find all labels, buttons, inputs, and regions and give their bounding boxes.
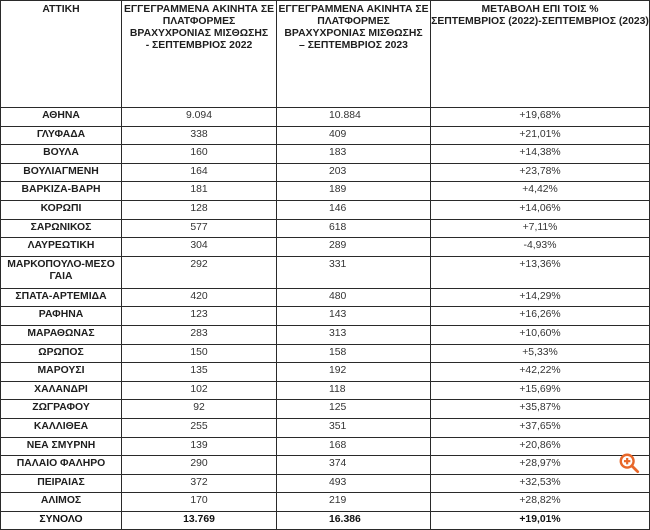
sep2023-cell: 183: [277, 145, 431, 164]
header-row: [1, 1, 650, 108]
sep2022-cell: 164: [122, 163, 277, 182]
table-row: [1, 219, 650, 238]
area-cell: ΣΠΑΤΑ-ΑΡΤΕΜΙΔΑ: [1, 288, 122, 307]
area-cell: ΠΑΛΑΙΟ ΦΑΛΗΡΟ: [1, 456, 122, 475]
sep2022-cell: 9.094: [122, 108, 277, 127]
sep2023-cell: 118: [277, 381, 431, 400]
sep2023-cell: 125: [277, 400, 431, 419]
change-cell: +42,22%: [431, 363, 650, 382]
table-row: [1, 145, 650, 164]
zoom-in-icon[interactable]: [618, 452, 640, 474]
change-cell: -4,93%: [431, 238, 650, 257]
change-cell: +14,29%: [431, 288, 650, 307]
area-cell: ΜΑΡΟΥΣΙ: [1, 363, 122, 382]
sep2023-cell: 146: [277, 200, 431, 219]
sep2022-cell: 577: [122, 219, 277, 238]
sep2022-cell: 170: [122, 493, 277, 512]
table-row: [1, 474, 650, 493]
change-cell: +14,06%: [431, 200, 650, 219]
table-row: [1, 200, 650, 219]
area-cell: ΒΟΥΛΑ: [1, 145, 122, 164]
change-cell: +19,01%: [431, 511, 650, 530]
area-cell: ΚΟΡΩΠΙ: [1, 200, 122, 219]
sep2023-cell: 409: [277, 126, 431, 145]
sep2022-cell: 372: [122, 474, 277, 493]
area-cell: ΡΑΦΗΝΑ: [1, 307, 122, 326]
sep2023-cell: 351: [277, 418, 431, 437]
table-row: [1, 126, 650, 145]
table-row: [1, 493, 650, 512]
area-cell: ΚΑΛΛΙΘΕΑ: [1, 418, 122, 437]
change-cell: +21,01%: [431, 126, 650, 145]
sep2022-cell: 92: [122, 400, 277, 419]
change-cell: +23,78%: [431, 163, 650, 182]
sep2022-cell: 128: [122, 200, 277, 219]
change-cell: +4,42%: [431, 182, 650, 201]
sep2022-cell: 102: [122, 381, 277, 400]
table-row: [1, 456, 650, 475]
sep2022-cell: 123: [122, 307, 277, 326]
table-row: [1, 437, 650, 456]
area-cell: ΣΑΡΩΝΙΚΟΣ: [1, 219, 122, 238]
sep2023-cell: 480: [277, 288, 431, 307]
total-row: [1, 511, 650, 530]
area-cell: ΑΛΙΜΟΣ: [1, 493, 122, 512]
area-cell: ΣΥΝΟΛΟ: [1, 511, 122, 530]
sep2023-cell: 219: [277, 493, 431, 512]
change-cell: +19,68%: [431, 108, 650, 127]
table-row: [1, 256, 650, 288]
sep2023-cell: 168: [277, 437, 431, 456]
sep2022-cell: 139: [122, 437, 277, 456]
area-cell: ΩΡΩΠΟΣ: [1, 344, 122, 363]
change-cell: +37,65%: [431, 418, 650, 437]
area-cell: ΒΑΡΚΙΖΑ-ΒΑΡΗ: [1, 182, 122, 201]
change-cell: +20,86%: [431, 437, 650, 456]
change-cell: +28,82%: [431, 493, 650, 512]
change-cell: +28,97%: [431, 456, 650, 475]
change-cell: +15,69%: [431, 381, 650, 400]
area-cell: ΓΛΥΦΑΔΑ: [1, 126, 122, 145]
table-row: [1, 325, 650, 344]
sep2023-cell: 192: [277, 363, 431, 382]
area-cell: ΜΑΡΑΘΩΝΑΣ: [1, 325, 122, 344]
area-cell: ΛΑΥΡΕΩΤΙΚΗ: [1, 238, 122, 257]
header-sep2022: ΕΓΓΕΓΡΑΜΜΕΝΑ ΑΚΙΝΗΤΑ ΣΕ ΠΛΑΤΦΟΡΜΕΣ ΒΡΑΧΥΧΡΟΝΙΑΣ ΜΙΣΘΩΣΗΣ - ΣΕΠΤΕΜΒΡΙΟΣ 2022: [122, 1, 277, 108]
table-row: [1, 363, 650, 382]
sep2023-cell: 313: [277, 325, 431, 344]
sep2023-cell: 143: [277, 307, 431, 326]
sep2022-cell: 150: [122, 344, 277, 363]
sep2023-cell: 618: [277, 219, 431, 238]
header-change: ΜΕΤΑΒΟΛΗ ΕΠΙ ΤΟΙΣ % ΣΕΠΤΕΜΒΡΙΟΣ (2022)-ΣΕΠΤΕΜΒΡΙΟΣ (2023): [431, 1, 650, 108]
sep2022-cell: 338: [122, 126, 277, 145]
table-row: [1, 163, 650, 182]
change-cell: +14,38%: [431, 145, 650, 164]
sep2023-cell: 189: [277, 182, 431, 201]
area-cell: ΧΑΛΑΝΔΡΙ: [1, 381, 122, 400]
table-row: [1, 182, 650, 201]
header-sep2023: ΕΓΓΕΓΡΑΜΜΕΝΑ ΑΚΙΝΗΤΑ ΣΕ ΠΛΑΤΦΟΡΜΕΣ ΒΡΑΧΥΧΡΟΝΙΑΣ ΜΙΣΘΩΣΗΣ – ΣΕΠΤΕΜΒΡΙΟΣ 2023: [277, 1, 431, 108]
sep2022-cell: 283: [122, 325, 277, 344]
change-cell: +32,53%: [431, 474, 650, 493]
area-cell: ΝΕΑ ΣΜΥΡΝΗ: [1, 437, 122, 456]
sep2022-cell: 181: [122, 182, 277, 201]
change-cell: +13,36%: [431, 256, 650, 288]
area-cell: ΖΩΓΡΑΦΟΥ: [1, 400, 122, 419]
area-cell: ΒΟΥΛΙΑΓΜΕΝΗ: [1, 163, 122, 182]
sep2022-cell: 255: [122, 418, 277, 437]
sep2023-cell: 203: [277, 163, 431, 182]
table-row: [1, 307, 650, 326]
change-cell: +35,87%: [431, 400, 650, 419]
sep2023-cell: 493: [277, 474, 431, 493]
sep2022-cell: 292: [122, 256, 277, 288]
sep2023-cell: 331: [277, 256, 431, 288]
table-row: [1, 400, 650, 419]
sep2022-cell: 420: [122, 288, 277, 307]
table-row: [1, 344, 650, 363]
table-row: [1, 381, 650, 400]
area-cell: ΜΑΡΚΟΠΟΥΛΟ-ΜΕΣΟ ΓΑΙΑ: [1, 256, 122, 288]
table-row: [1, 238, 650, 257]
sep2023-cell: 158: [277, 344, 431, 363]
change-cell: +5,33%: [431, 344, 650, 363]
sep2023-cell: 289: [277, 238, 431, 257]
sep2022-cell: 13.769: [122, 511, 277, 530]
sep2023-cell: 16.386: [277, 511, 431, 530]
sep2022-cell: 135: [122, 363, 277, 382]
header-area: ΑΤΤΙΚΗ: [1, 1, 122, 108]
sep2023-cell: 374: [277, 456, 431, 475]
change-cell: +7,11%: [431, 219, 650, 238]
change-cell: +16,26%: [431, 307, 650, 326]
sep2022-cell: 160: [122, 145, 277, 164]
sep2023-cell: 10.884: [277, 108, 431, 127]
table-row: [1, 418, 650, 437]
table-row: [1, 288, 650, 307]
area-cell: ΠΕΙΡΑΙΑΣ: [1, 474, 122, 493]
change-cell: +10,60%: [431, 325, 650, 344]
sep2022-cell: 304: [122, 238, 277, 257]
area-cell: ΑΘΗΝΑ: [1, 108, 122, 127]
table-row: [1, 108, 650, 127]
sep2022-cell: 290: [122, 456, 277, 475]
